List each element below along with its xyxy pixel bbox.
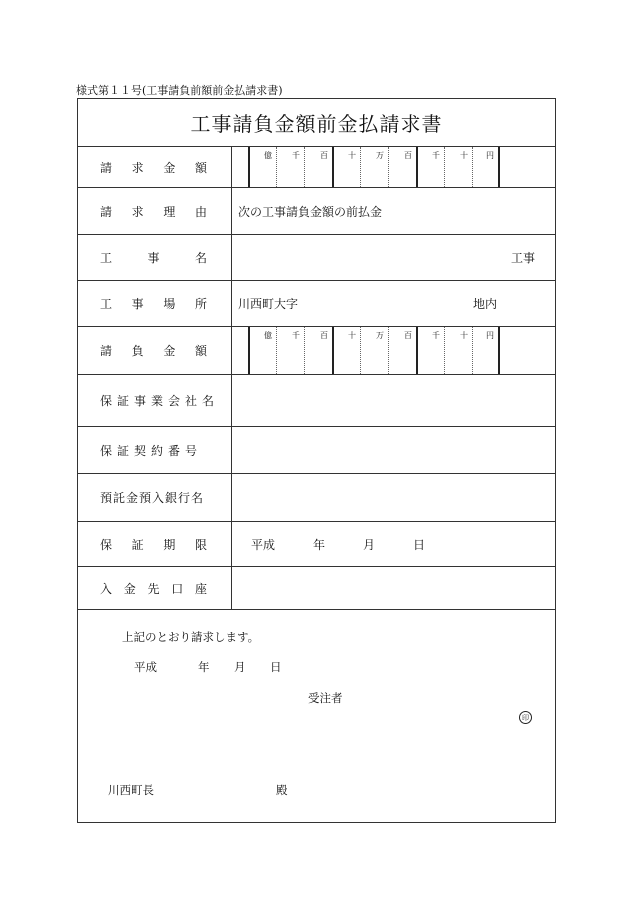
claim-form bbox=[77, 98, 556, 823]
guarantee-number-field[interactable] bbox=[232, 427, 555, 473]
row-work-name bbox=[78, 235, 555, 281]
guarantor-field[interactable] bbox=[232, 375, 555, 426]
contract-amount-grid: 億 千 百 十 万 百 千 十 円 bbox=[248, 327, 500, 374]
work-name-field[interactable]: 工事 bbox=[510, 251, 535, 265]
row-claim-reason bbox=[78, 188, 555, 235]
claim-reason-field[interactable]: 次の工事請負金額の前払金 bbox=[238, 204, 383, 219]
claim-amount-field[interactable] bbox=[232, 147, 555, 187]
label-deposit-bank: 預託金預入銀行名 bbox=[78, 474, 232, 521]
deposit-account-field[interactable] bbox=[232, 567, 555, 609]
label-guarantee-period: 保 証 期 限 bbox=[78, 522, 232, 566]
addressee: 川西町長 bbox=[108, 783, 154, 797]
contractor-label: 受注者 bbox=[308, 691, 343, 705]
label-deposit-account: 入 金 先 口 座 bbox=[78, 567, 232, 609]
row-guarantee-period bbox=[78, 522, 555, 567]
row-deposit-bank bbox=[78, 474, 555, 522]
label-claim-amount: 請 求 金 額 bbox=[78, 147, 232, 187]
period-day: 日 bbox=[413, 537, 426, 552]
work-place-field[interactable]: 川西町大字 地内 bbox=[238, 297, 497, 311]
form-title: 工事請負金額前金払請求書 bbox=[78, 99, 555, 147]
row-guarantee-number bbox=[78, 427, 555, 474]
label-claim-reason: 請 求 理 由 bbox=[78, 188, 232, 234]
declaration-section: 上記のとおり請求します。 平成 年 月 日 受注者 印 川西町長 殿 bbox=[78, 610, 555, 824]
honorific: 殿 bbox=[276, 783, 288, 797]
row-contract-amount bbox=[78, 327, 555, 375]
label-contract-amount: 請 負 金 額 bbox=[78, 327, 232, 374]
declaration-statement: 上記のとおり請求します。 bbox=[122, 630, 260, 644]
period-month: 月 bbox=[363, 537, 376, 552]
deposit-bank-field[interactable] bbox=[232, 474, 555, 521]
label-guarantor: 保証事業会社名 bbox=[78, 375, 232, 426]
period-year: 年 bbox=[313, 537, 326, 552]
period-era: 平成 bbox=[251, 537, 276, 552]
form-number: 様式第１１号(工事請負前額前金払請求書) bbox=[76, 84, 283, 97]
label-work-place: 工 事 場 所 bbox=[78, 281, 232, 326]
row-deposit-account bbox=[78, 567, 555, 610]
row-work-place bbox=[78, 281, 555, 327]
seal-mark: 印 bbox=[519, 711, 532, 724]
claim-amount-grid: 億 千 百 十 万 百 千 十 円 bbox=[248, 147, 500, 187]
row-guarantor bbox=[78, 375, 555, 427]
row-claim-amount bbox=[78, 147, 555, 188]
guarantee-period-field[interactable] bbox=[232, 522, 555, 566]
contract-amount-field[interactable] bbox=[232, 327, 555, 374]
label-work-name: 工 事 名 bbox=[78, 235, 232, 280]
label-guarantee-number: 保証契約番号 bbox=[78, 427, 232, 473]
